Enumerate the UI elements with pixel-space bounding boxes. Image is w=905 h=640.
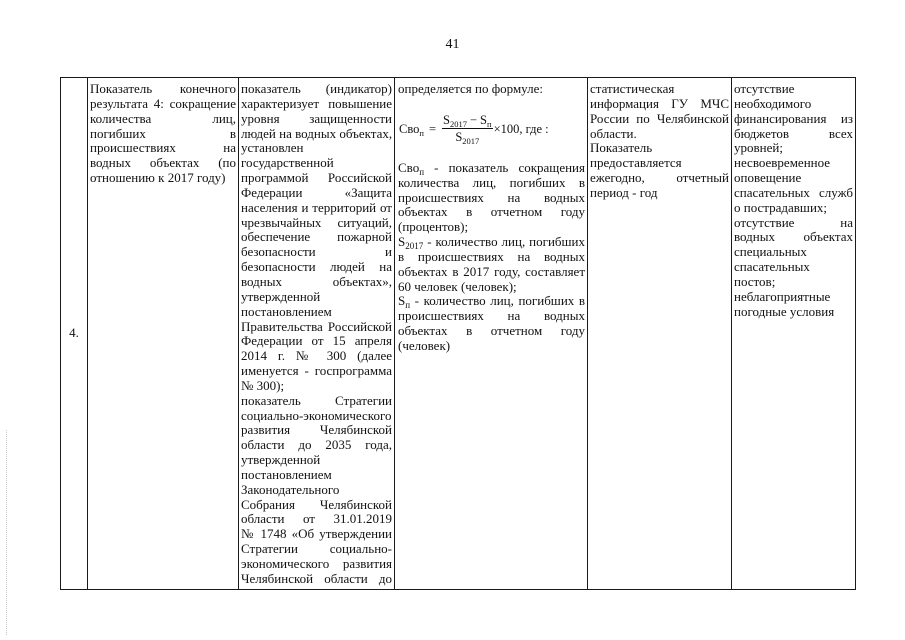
paragraph bbox=[398, 235, 585, 294]
text-line: статистическая bbox=[590, 81, 675, 96]
text-line: Законодательного bbox=[241, 481, 340, 497]
variable-subscript: п bbox=[487, 119, 492, 130]
text-line: происшествиях на водных bbox=[398, 189, 585, 205]
text-line: постановлением bbox=[241, 303, 332, 319]
text-line: экономического развития bbox=[241, 556, 392, 571]
formula-lhs bbox=[399, 122, 424, 136]
indicator-name-text bbox=[90, 82, 236, 186]
text-line: Челябинской области до bbox=[241, 570, 392, 586]
text-line: происшествиях на водных bbox=[398, 308, 585, 324]
text-line bbox=[398, 235, 585, 250]
text-line: ежегодно, отчетный bbox=[590, 170, 729, 186]
variable-name: Сво bbox=[398, 159, 420, 175]
text-line: показатель Стратегии bbox=[241, 392, 392, 408]
text-line: несвоевременное bbox=[734, 155, 831, 171]
text-line: необходимого bbox=[734, 95, 812, 111]
line-text: - количество лиц, погибших bbox=[427, 234, 586, 250]
variable-symbol bbox=[398, 293, 411, 311]
text-line: чрезвычайных ситуаций, bbox=[241, 214, 392, 230]
scan-edge-mark bbox=[6, 430, 7, 635]
text-line: отсутствие bbox=[734, 81, 795, 96]
cell-indicator-name bbox=[88, 78, 239, 590]
page-number: 41 bbox=[445, 37, 460, 52]
text-line: водных объектах (по bbox=[90, 155, 236, 171]
text-line: отсутствие на bbox=[734, 214, 853, 230]
method-intro bbox=[398, 82, 585, 97]
variable-subscript: п bbox=[405, 300, 411, 311]
indicator-table bbox=[60, 77, 856, 590]
variable-name: S bbox=[480, 113, 487, 128]
text-line: государственной bbox=[241, 155, 334, 171]
text-line: утвержденной bbox=[241, 288, 321, 304]
text-line: определяется по формуле: bbox=[398, 81, 543, 96]
paragraph bbox=[398, 82, 585, 97]
text-line: Правительства Российской bbox=[241, 318, 392, 334]
text-line: области от 31.01.2019 bbox=[241, 511, 392, 527]
text-line: обеспечение пожарной bbox=[241, 229, 392, 245]
text-line: людей на водных объектах, bbox=[241, 125, 393, 141]
text-line: спасательных bbox=[734, 259, 810, 275]
text-line: постов; bbox=[734, 273, 776, 289]
text-line: количества лиц, погибших в bbox=[398, 174, 585, 190]
cell-row-number bbox=[61, 78, 88, 590]
text-line: № 1748 «Об утверждении bbox=[241, 526, 392, 542]
text-line: (процентов); bbox=[398, 219, 469, 235]
text-line: финансирования из bbox=[734, 110, 853, 126]
text-line: программой Российской bbox=[241, 170, 392, 186]
text-line: характеризует повышение bbox=[241, 95, 392, 111]
paragraph bbox=[398, 161, 585, 235]
text-line: в происшествиях на водных bbox=[398, 248, 585, 264]
equals-sign: = bbox=[428, 121, 437, 136]
variable-subscript: 2017 bbox=[405, 241, 424, 252]
text-line: специальных bbox=[734, 244, 807, 260]
paragraph bbox=[241, 394, 392, 587]
text-line: Собрания Челябинской bbox=[241, 496, 392, 512]
cell-calculation-method bbox=[395, 78, 588, 590]
paragraph bbox=[734, 156, 853, 215]
text-line: 2014 г. № 300 (далее bbox=[241, 348, 392, 364]
variable-subscript: 2017 bbox=[462, 136, 480, 147]
text-line: о пострадавших; bbox=[734, 199, 828, 215]
text-line: информация ГУ МЧС bbox=[590, 95, 729, 111]
paragraph bbox=[590, 82, 729, 141]
text-line bbox=[398, 161, 585, 176]
text-line: отношению к 2017 году) bbox=[90, 170, 226, 186]
line-text: - показатель сокращения bbox=[434, 159, 585, 175]
text-line bbox=[398, 294, 585, 309]
text-line: 60 человек (человек); bbox=[398, 278, 517, 294]
text-line: уровня защищенности bbox=[241, 110, 392, 126]
indicator-description-text bbox=[241, 82, 392, 587]
variable-name: S bbox=[443, 113, 450, 128]
text-line: постановлением bbox=[241, 466, 332, 482]
text-line: результата 4: сокращение bbox=[90, 95, 236, 111]
formula bbox=[398, 97, 585, 161]
text-line: бюджетов всех bbox=[734, 125, 853, 141]
text-line: водных объектах», bbox=[241, 273, 392, 289]
variable-symbol bbox=[398, 234, 424, 252]
text-line: № 300); bbox=[241, 377, 285, 393]
minus-sign: − bbox=[469, 113, 478, 128]
text-line: безопасности и bbox=[241, 244, 392, 260]
cell-indicator-description bbox=[239, 78, 395, 590]
formula-denominator bbox=[455, 129, 480, 147]
paragraph bbox=[90, 82, 236, 186]
table-row bbox=[61, 78, 856, 590]
text-line: уровней; bbox=[734, 140, 783, 156]
text-line: объектах в отчетном году bbox=[398, 323, 585, 339]
paragraph bbox=[590, 141, 729, 200]
text-line: количества лиц, bbox=[90, 110, 236, 126]
text-line: период - год bbox=[590, 184, 658, 200]
text-line: социально-экономического bbox=[241, 407, 392, 423]
text-line: Показатель конечного bbox=[90, 81, 236, 96]
formula-fraction bbox=[442, 113, 493, 147]
text-line: оповещение bbox=[734, 170, 802, 186]
cell-risk-factors bbox=[732, 78, 856, 590]
variable-subscript: п bbox=[419, 166, 425, 177]
variable-name: Сво bbox=[399, 121, 420, 136]
risk-factors-text bbox=[734, 82, 853, 320]
text-line: области. bbox=[590, 125, 637, 141]
text-line: неблагоприятные bbox=[734, 288, 831, 304]
text-line: установлен bbox=[241, 140, 304, 156]
variable-name: S bbox=[398, 293, 406, 309]
text-line: погибших в bbox=[90, 125, 236, 141]
text-line: Показатель bbox=[590, 140, 653, 156]
cell-data-source bbox=[588, 78, 732, 590]
paragraph bbox=[734, 216, 853, 290]
paragraph bbox=[734, 82, 853, 156]
paragraph bbox=[734, 290, 853, 320]
text-line: (человек) bbox=[398, 337, 451, 353]
text-line: водных объектах bbox=[734, 229, 853, 245]
text-line: Федерации от 15 апреля bbox=[241, 333, 392, 349]
text-line: объектах в отчетном году bbox=[398, 204, 585, 220]
variable-subscript: п bbox=[419, 127, 424, 138]
variable-symbol bbox=[398, 160, 424, 175]
text-line: погодные условия bbox=[734, 303, 835, 319]
line-text: - количество лиц, погибших в bbox=[414, 293, 586, 309]
text-line: России по Челябинской bbox=[590, 110, 729, 126]
row-number: 4. bbox=[69, 325, 79, 341]
formula-numerator bbox=[442, 113, 493, 129]
text-line: происшествиях на bbox=[90, 140, 236, 156]
text-line: области до 2035 года, bbox=[241, 437, 392, 453]
variable-name: S bbox=[398, 234, 406, 250]
formula-tail: ×100, где : bbox=[493, 121, 549, 136]
text-line: безопасности людей на bbox=[241, 259, 392, 275]
text-line: объектах в 2017 году, составляет bbox=[398, 263, 585, 279]
text-line: Федерации «Защита bbox=[241, 184, 392, 200]
text-line: утвержденной bbox=[241, 452, 321, 468]
text-line: именуется - госпрограмма bbox=[241, 363, 392, 379]
text-line: предоставляется bbox=[590, 155, 682, 171]
text-line: спасательных служб bbox=[734, 184, 853, 200]
formula-definitions bbox=[398, 161, 585, 354]
text-line: показатель (индикатор) bbox=[241, 81, 392, 96]
variable-subscript: 2017 bbox=[449, 119, 467, 130]
text-line: населения и территорий от bbox=[241, 199, 392, 215]
paragraph bbox=[398, 294, 585, 353]
text-line: Стратегии социально- bbox=[241, 541, 392, 557]
text-line: развития Челябинской bbox=[241, 422, 392, 438]
paragraph bbox=[241, 82, 392, 394]
variable-name: S bbox=[455, 130, 463, 145]
data-source-text bbox=[590, 82, 729, 201]
